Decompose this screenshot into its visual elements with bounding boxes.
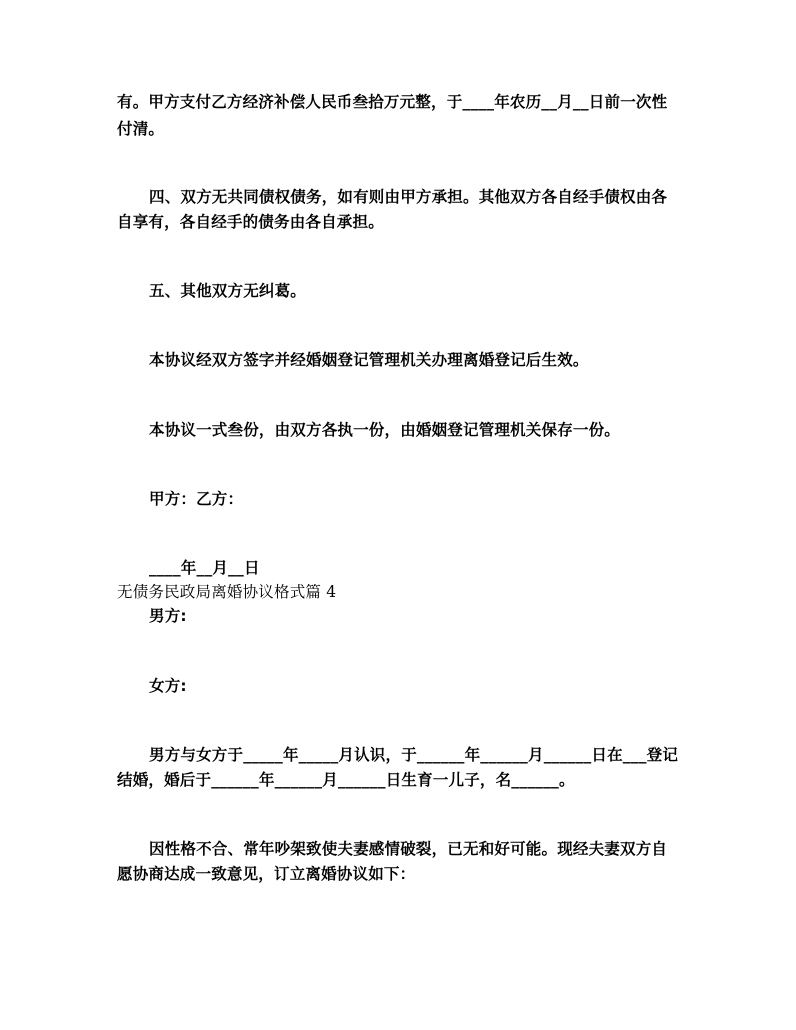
paragraph-line: 男方与女方于_____年_____月认识，于______年______月______日在___登记 bbox=[149, 746, 679, 764]
signature-line: 甲方：乙方： bbox=[149, 490, 244, 508]
paragraph-line: 女方: bbox=[149, 677, 187, 695]
paragraph-line: 愿协商达成一致意见，订立离婚协议如下： bbox=[117, 865, 416, 883]
paragraph-line: 付清。 bbox=[117, 120, 165, 138]
paragraph-line: 结婚，婚后于______年______月______日生育一儿子，名______。 bbox=[117, 771, 575, 789]
paragraph-line: 本协议经双方签字并经婚姻登记管理机关办理离婚登记后生效。 bbox=[149, 351, 589, 369]
paragraph-line: 因性格不合、常年吵架致使夫妻感情破裂，已无和好可能。现经夫妻双方自 bbox=[149, 840, 668, 858]
paragraph-line: 自享有，各自经手的债务由各自承担。 bbox=[117, 213, 384, 231]
paragraph-line: 五、其他双方无纠葛。 bbox=[149, 282, 307, 300]
paragraph-line: 男方: bbox=[149, 607, 187, 625]
section-heading: 无债务民政局离婚协议格式篇 4 bbox=[117, 583, 337, 601]
paragraph-line: 本协议一式叁份，由双方各执一份，由婚姻登记管理机关保存一份。 bbox=[149, 421, 621, 439]
date-line: ____年__月__日 bbox=[149, 559, 260, 577]
paragraph-line: 有。甲方支付乙方经济补偿人民币叁拾万元整，于____年农历__月__日前一次性 bbox=[117, 93, 668, 111]
paragraph-line: 四、双方无共同债权债务，如有则由甲方承担。其他双方各自经手债权由各 bbox=[149, 188, 668, 206]
